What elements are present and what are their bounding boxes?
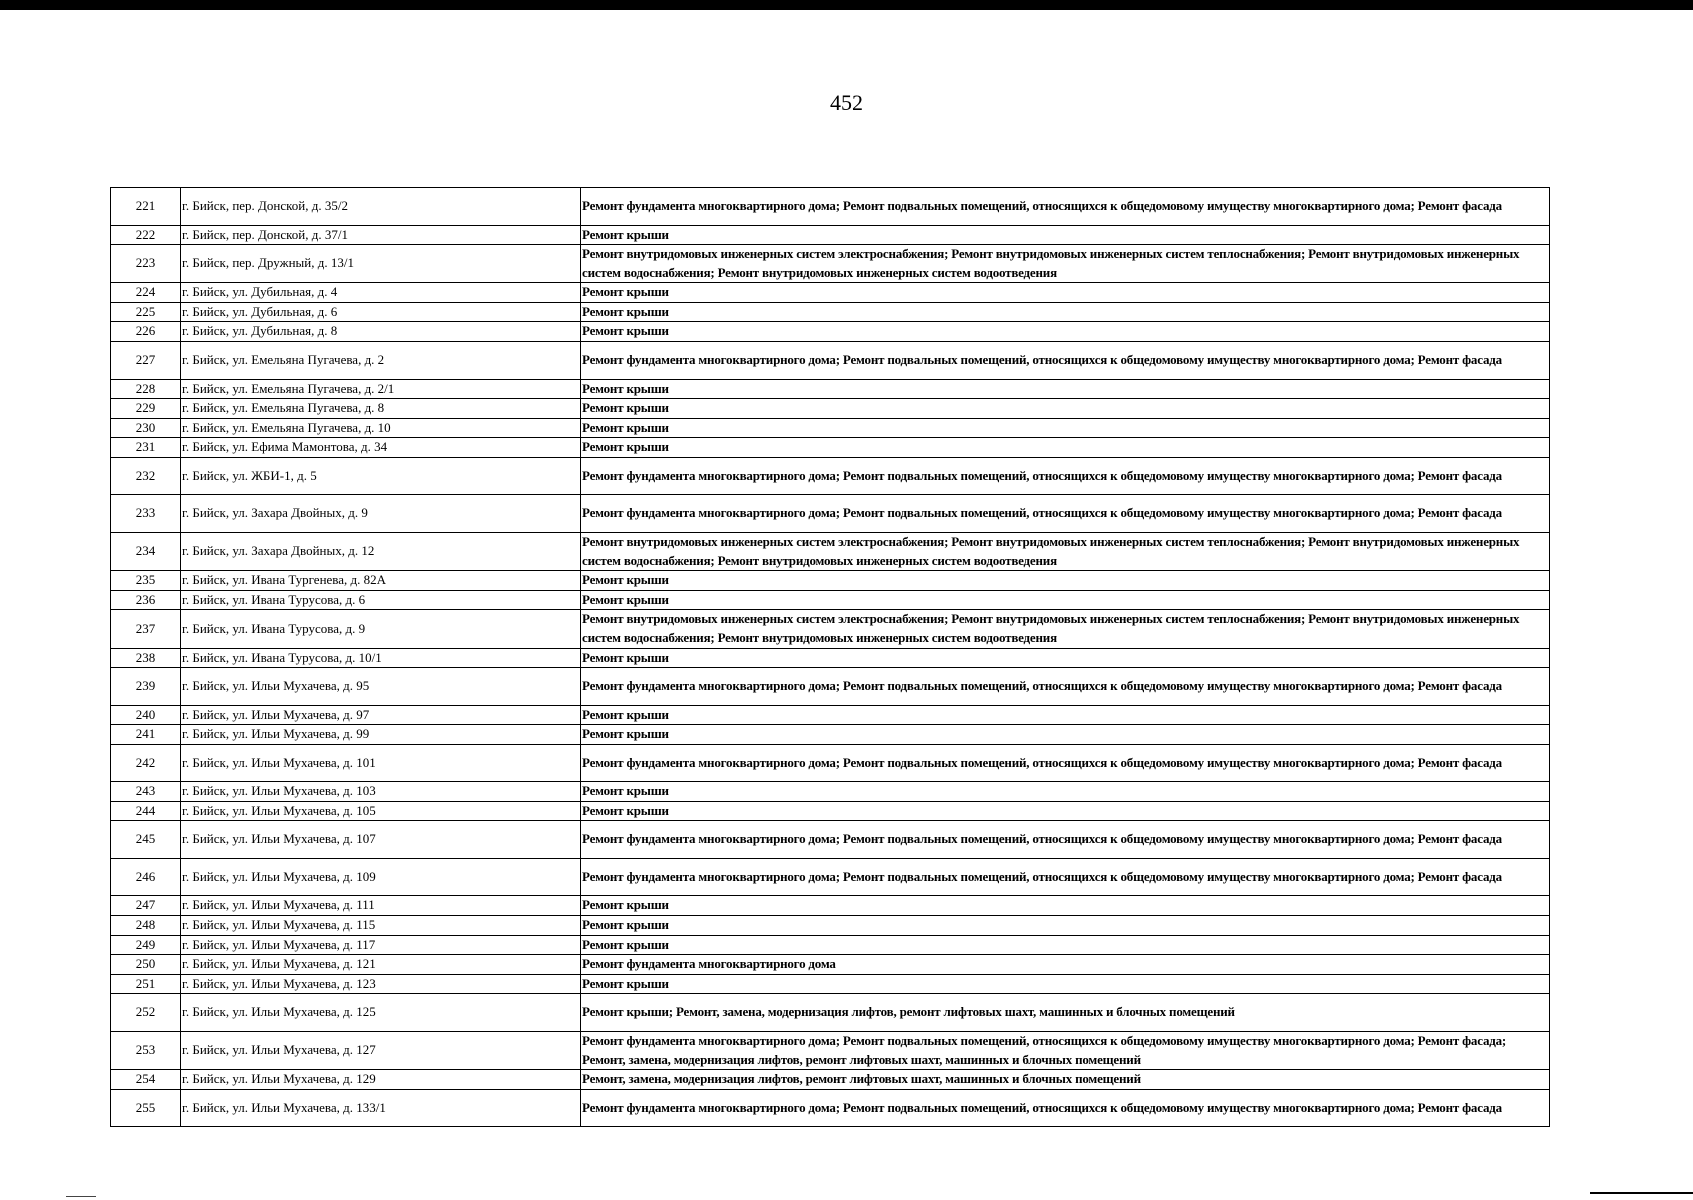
row-number: 251 — [111, 974, 181, 994]
table-row — [111, 457, 1550, 495]
row-work-type: Ремонт крыши — [581, 648, 1550, 668]
row-address: г. Бийск, ул. Ильи Мухачева, д. 127 — [181, 1031, 581, 1069]
scan-artifact-line — [1590, 1192, 1693, 1194]
table-row — [111, 935, 1550, 955]
row-work-type: Ремонт фундамента многоквартирного дома — [581, 955, 1550, 975]
row-number: 250 — [111, 955, 181, 975]
table-row — [111, 418, 1550, 438]
row-address: г. Бийск, ул. Емельяна Пугачева, д. 10 — [181, 418, 581, 438]
row-number: 241 — [111, 725, 181, 745]
row-address: г. Бийск, ул. Емельяна Пугачева, д. 8 — [181, 399, 581, 419]
table-row — [111, 744, 1550, 782]
table-row — [111, 495, 1550, 533]
row-address: г. Бийск, ул. Емельяна Пугачева, д. 2/1 — [181, 379, 581, 399]
row-work-type: Ремонт крыши — [581, 916, 1550, 936]
table-row — [111, 668, 1550, 706]
row-work-type: Ремонт фундамента многоквартирного дома; Ремонт подвальных помещений, относящихся к общедомовому имуществу многоквартирного дома; Ремонт фасада — [581, 858, 1550, 896]
table-row — [111, 1089, 1550, 1127]
row-work-type: Ремонт фундамента многоквартирного дома; Ремонт подвальных помещений, относящихся к общедомовому имуществу многоквартирного дома; Ремонт фасада — [581, 457, 1550, 495]
row-number: 253 — [111, 1031, 181, 1069]
row-number: 246 — [111, 858, 181, 896]
table-row — [111, 322, 1550, 342]
row-number: 243 — [111, 782, 181, 802]
table-row — [111, 188, 1550, 226]
row-address: г. Бийск, ул. Захара Двойных, д. 12 — [181, 532, 581, 570]
row-number: 229 — [111, 399, 181, 419]
table-row — [111, 1031, 1550, 1069]
table-row — [111, 725, 1550, 745]
row-work-type: Ремонт внутридомовых инженерных систем электроснабжения; Ремонт внутридомовых инженерных систем теплоснабжения; Ремонт внутридомовых инженерных систем водоснабжения; Ремонт внутридомовых инженерных систем водоотведения — [581, 532, 1550, 570]
row-address: г. Бийск, ул. Ильи Мухачева, д. 111 — [181, 896, 581, 916]
row-number: 228 — [111, 379, 181, 399]
table-row — [111, 438, 1550, 458]
table-row — [111, 379, 1550, 399]
row-number: 254 — [111, 1070, 181, 1090]
row-address: г. Бийск, ул. Ильи Мухачева, д. 101 — [181, 744, 581, 782]
row-number: 252 — [111, 994, 181, 1032]
row-work-type: Ремонт крыши — [581, 322, 1550, 342]
table-row — [111, 648, 1550, 668]
scan-top-border — [0, 0, 1693, 10]
row-address: г. Бийск, ул. Ильи Мухачева, д. 123 — [181, 974, 581, 994]
row-number: 239 — [111, 668, 181, 706]
row-number: 232 — [111, 457, 181, 495]
row-work-type: Ремонт крыши — [581, 782, 1550, 802]
row-work-type: Ремонт фундамента многоквартирного дома; Ремонт подвальных помещений, относящихся к общедомовому имуществу многоквартирного дома; Ремонт фасада — [581, 342, 1550, 380]
row-address: г. Бийск, ул. Емельяна Пугачева, д. 2 — [181, 342, 581, 380]
row-number: 230 — [111, 418, 181, 438]
row-number: 234 — [111, 532, 181, 570]
row-work-type: Ремонт крыши — [581, 801, 1550, 821]
row-work-type: Ремонт крыши — [581, 705, 1550, 725]
table-body — [111, 188, 1550, 1127]
row-address: г. Бийск, ул. Ильи Мухачева, д. 105 — [181, 801, 581, 821]
table-row — [111, 399, 1550, 419]
table-row — [111, 801, 1550, 821]
row-number: 248 — [111, 916, 181, 936]
table-row — [111, 705, 1550, 725]
row-address: г. Бийск, ул. Захара Двойных, д. 9 — [181, 495, 581, 533]
row-address: г. Бийск, ул. Ильи Мухачева, д. 133/1 — [181, 1089, 581, 1127]
row-number: 226 — [111, 322, 181, 342]
row-work-type: Ремонт крыши — [581, 896, 1550, 916]
row-number: 221 — [111, 188, 181, 226]
row-address: г. Бийск, ул. Ильи Мухачева, д. 115 — [181, 916, 581, 936]
row-work-type: Ремонт фундамента многоквартирного дома; Ремонт подвальных помещений, относящихся к общедомовому имуществу многоквартирного дома; Ремонт фасада — [581, 1089, 1550, 1127]
row-address: г. Бийск, ул. Ивана Турусова, д. 6 — [181, 590, 581, 610]
row-address: г. Бийск, ул. Ильи Мухачева, д. 99 — [181, 725, 581, 745]
table-row — [111, 283, 1550, 303]
row-address: г. Бийск, ул. Ильи Мухачева, д. 107 — [181, 821, 581, 859]
scan-artifact-line — [66, 1196, 96, 1197]
table-row — [111, 994, 1550, 1032]
row-address: г. Бийск, пер. Дружный, д. 13/1 — [181, 245, 581, 283]
row-address: г. Бийск, ул. Дубильная, д. 6 — [181, 302, 581, 322]
row-work-type: Ремонт крыши — [581, 438, 1550, 458]
row-address: г. Бийск, ул. Ефима Мамонтова, д. 34 — [181, 438, 581, 458]
row-work-type: Ремонт крыши — [581, 302, 1550, 322]
row-work-type: Ремонт крыши — [581, 225, 1550, 245]
row-work-type: Ремонт крыши; Ремонт, замена, модернизация лифтов, ремонт лифтовых шахт, машинных и блочных помещений — [581, 994, 1550, 1032]
row-work-type: Ремонт внутридомовых инженерных систем электроснабжения; Ремонт внутридомовых инженерных систем теплоснабжения; Ремонт внутридомовых инженерных систем водоснабжения; Ремонт внутридомовых инженерных систем водоотведения — [581, 245, 1550, 283]
row-work-type: Ремонт крыши — [581, 725, 1550, 745]
table-row — [111, 302, 1550, 322]
table-row — [111, 821, 1550, 859]
row-work-type: Ремонт крыши — [581, 571, 1550, 591]
row-number: 249 — [111, 935, 181, 955]
row-work-type: Ремонт, замена, модернизация лифтов, ремонт лифтовых шахт, машинных и блочных помещений — [581, 1070, 1550, 1090]
table-row — [111, 974, 1550, 994]
row-address: г. Бийск, ул. Ивана Тургенева, д. 82А — [181, 571, 581, 591]
row-work-type: Ремонт фундамента многоквартирного дома; Ремонт подвальных помещений, относящихся к общедомовому имуществу многоквартирного дома; Ремонт фасада — [581, 744, 1550, 782]
row-address: г. Бийск, ул. Ильи Мухачева, д. 125 — [181, 994, 581, 1032]
table-row — [111, 782, 1550, 802]
table-row — [111, 1070, 1550, 1090]
row-work-type: Ремонт фундамента многоквартирного дома; Ремонт подвальных помещений, относящихся к общедомовому имуществу многоквартирного дома; Ремонт фасада — [581, 188, 1550, 226]
row-number: 238 — [111, 648, 181, 668]
row-work-type: Ремонт внутридомовых инженерных систем электроснабжения; Ремонт внутридомовых инженерных систем теплоснабжения; Ремонт внутридомовых инженерных систем водоснабжения; Ремонт внутридомовых инженерных систем водоотведения — [581, 610, 1550, 648]
page-number: 452 — [830, 90, 863, 115]
row-address: г. Бийск, пер. Донской, д. 37/1 — [181, 225, 581, 245]
row-work-type: Ремонт крыши — [581, 379, 1550, 399]
table-row — [111, 532, 1550, 570]
row-number: 242 — [111, 744, 181, 782]
row-number: 222 — [111, 225, 181, 245]
row-work-type: Ремонт фундамента многоквартирного дома; Ремонт подвальных помещений, относящихся к общедомовому имуществу многоквартирного дома; Ремонт фасада — [581, 495, 1550, 533]
row-address: г. Бийск, ул. Ивана Турусова, д. 10/1 — [181, 648, 581, 668]
row-number: 224 — [111, 283, 181, 303]
table-row — [111, 858, 1550, 896]
row-address: г. Бийск, ул. Ильи Мухачева, д. 109 — [181, 858, 581, 896]
row-work-type: Ремонт фундамента многоквартирного дома; Ремонт подвальных помещений, относящихся к общедомовому имуществу многоквартирного дома; Ремонт фасада; Ремонт, замена, модернизация лифтов, ремонт лифтовых шахт, машинных и блочных помещений — [581, 1031, 1550, 1069]
table-row — [111, 245, 1550, 283]
row-address: г. Бийск, ул. Ильи Мухачева, д. 95 — [181, 668, 581, 706]
table-row — [111, 590, 1550, 610]
row-address: г. Бийск, ул. ЖБИ-1, д. 5 — [181, 457, 581, 495]
table-row — [111, 896, 1550, 916]
row-number: 237 — [111, 610, 181, 648]
row-number: 225 — [111, 302, 181, 322]
row-address: г. Бийск, ул. Ильи Мухачева, д. 121 — [181, 955, 581, 975]
table-row — [111, 955, 1550, 975]
row-address: г. Бийск, пер. Донской, д. 35/2 — [181, 188, 581, 226]
row-address: г. Бийск, ул. Ильи Мухачева, д. 103 — [181, 782, 581, 802]
table-row — [111, 916, 1550, 936]
row-work-type: Ремонт крыши — [581, 974, 1550, 994]
row-work-type: Ремонт крыши — [581, 399, 1550, 419]
row-number: 240 — [111, 705, 181, 725]
row-number: 223 — [111, 245, 181, 283]
row-number: 233 — [111, 495, 181, 533]
row-number: 255 — [111, 1089, 181, 1127]
table-row — [111, 571, 1550, 591]
row-work-type: Ремонт крыши — [581, 590, 1550, 610]
row-number: 236 — [111, 590, 181, 610]
row-address: г. Бийск, ул. Дубильная, д. 4 — [181, 283, 581, 303]
row-address: г. Бийск, ул. Ильи Мухачева, д. 129 — [181, 1070, 581, 1090]
row-number: 244 — [111, 801, 181, 821]
row-work-type: Ремонт фундамента многоквартирного дома; Ремонт подвальных помещений, относящихся к общедомовому имуществу многоквартирного дома; Ремонт фасада — [581, 668, 1550, 706]
row-address: г. Бийск, ул. Ильи Мухачева, д. 97 — [181, 705, 581, 725]
row-address: г. Бийск, ул. Ивана Турусова, д. 9 — [181, 610, 581, 648]
row-work-type: Ремонт крыши — [581, 418, 1550, 438]
repair-register-table — [110, 187, 1550, 1127]
row-number: 247 — [111, 896, 181, 916]
table-row — [111, 342, 1550, 380]
row-number: 245 — [111, 821, 181, 859]
row-address: г. Бийск, ул. Дубильная, д. 8 — [181, 322, 581, 342]
row-number: 235 — [111, 571, 181, 591]
row-number: 231 — [111, 438, 181, 458]
row-address: г. Бийск, ул. Ильи Мухачева, д. 117 — [181, 935, 581, 955]
row-number: 227 — [111, 342, 181, 380]
row-work-type: Ремонт крыши — [581, 935, 1550, 955]
row-work-type: Ремонт фундамента многоквартирного дома; Ремонт подвальных помещений, относящихся к общедомовому имуществу многоквартирного дома; Ремонт фасада — [581, 821, 1550, 859]
row-work-type: Ремонт крыши — [581, 283, 1550, 303]
table-row — [111, 225, 1550, 245]
table-row — [111, 610, 1550, 648]
